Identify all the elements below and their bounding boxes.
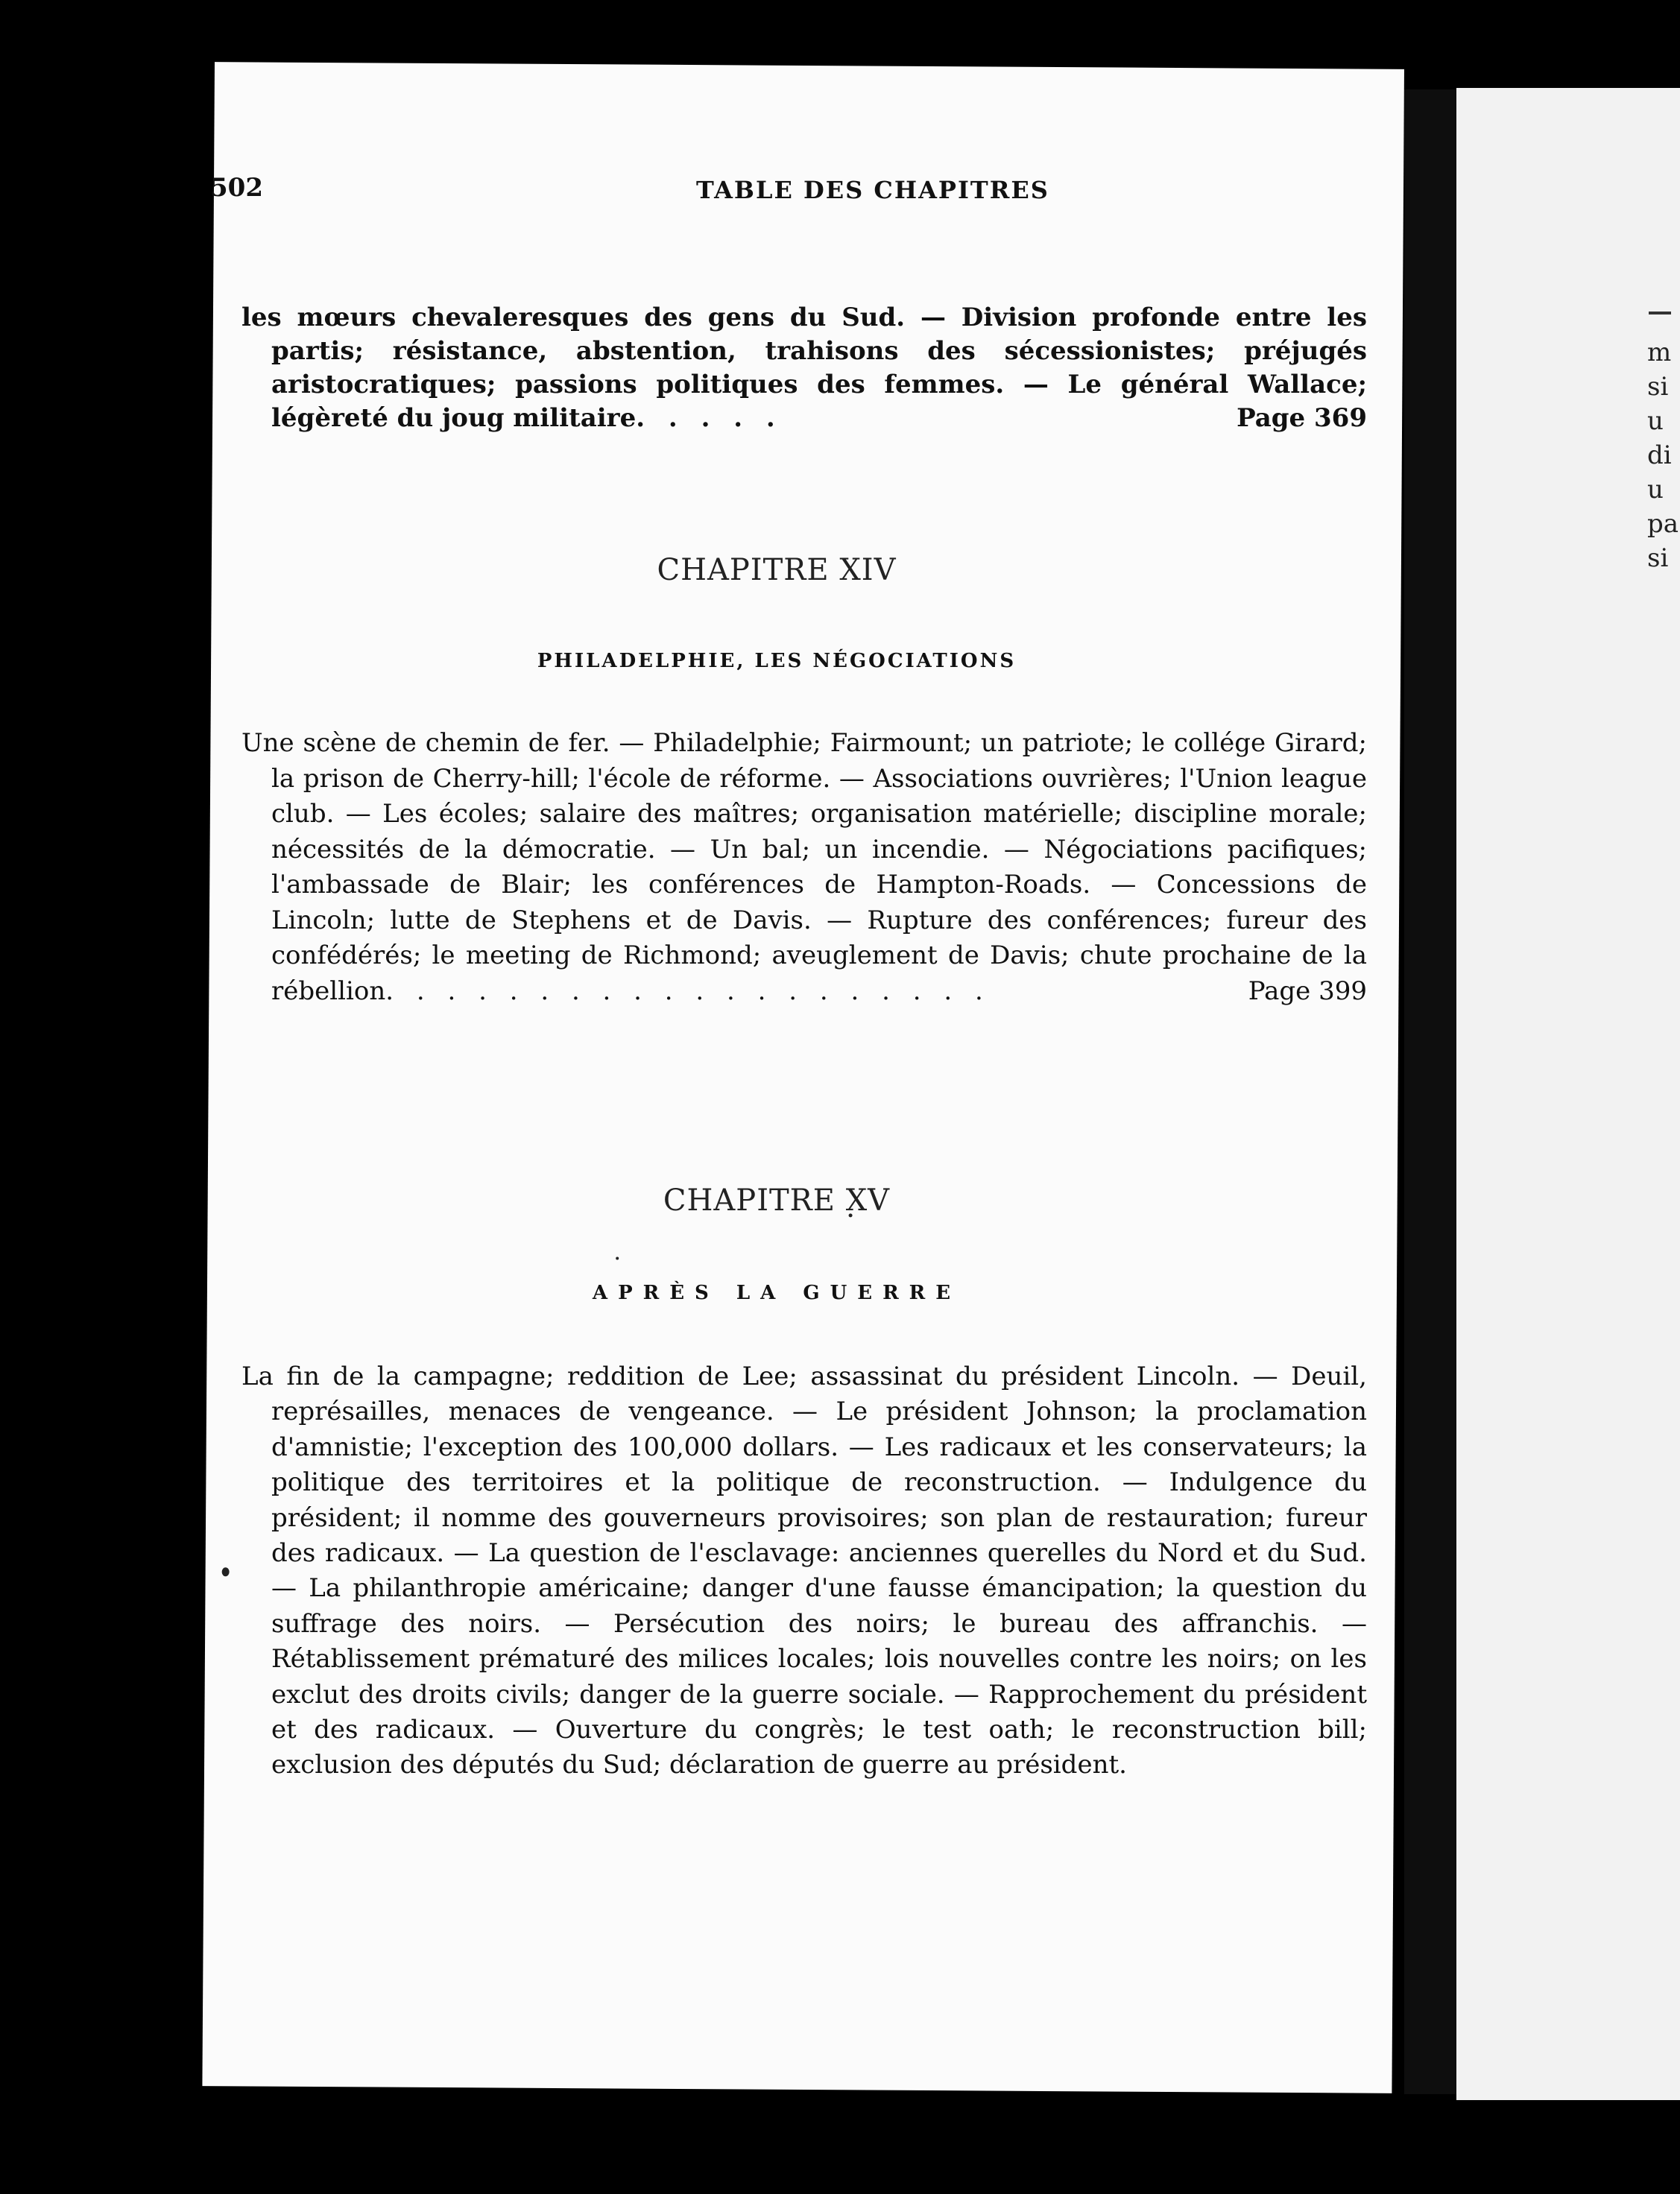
facing-page-fragment: pa <box>1647 509 1679 539</box>
page-header <box>210 173 1343 203</box>
facing-page <box>1456 88 1680 2100</box>
chapter-title: APRÈS LA GUERRE <box>592 1282 961 1304</box>
facing-page-dash <box>1649 312 1671 314</box>
chapter-summary-text: La fin de la campagne; reddition de Lee; assassinat du président Lincoln. — Deuil, représailles, menaces de vengeance. — Le président Johnson; la proclamation d'amnistie; l'exception des 100,000 dollars. — Les radicaux et les conservateurs; la politique des territoires et la politique de reconstruction. — Indulgence du président; il nomme des gouverneurs provisoires; son plan de restauration; fureur des radicaux. — La question de l'esclavage: anciennes querelles du Nord et du Sud. — La philanthropie américaine; danger d'une fausse émancipation; la question du suffrage des noirs. — Persécution des noirs; le bureau des affranchis. — Rétablissement prématuré des milices locales; lois nouvelles contre les noirs; on les exclut des droits civils; danger de la guerre sociale. — Rapprochement du président et des radicaux. — Ouverture du congrès; le test oath; le reconstruction bill; exclusion des députés du Sud; déclaration de guerre au président. <box>241 1362 1367 1780</box>
chapter-summary <box>241 726 1367 1009</box>
page-reference: Page 399 <box>1248 976 1367 1006</box>
chapter-summary-text: Une scène de chemin de fer. — Philadelphie; Fairmount; un patriote; le collége Girard; la prison de Cherry-hill; l'école de réforme. — Associations ouvrières; l'Union league club. — Les écoles; salaire des maîtres; organisation matérielle; discipline morale; nécessités de la démocratie. — Un bal; un incendie. — Négociations pacifiques; l'ambassade de Blair; les conférences de Hampton-Roads. — Concessions de Lincoln; lutte de Stephens et de Davis. — Rupture des conférences; fureur des confédérés; le meeting de Richmond; aveuglement de Davis; chute prochaine de la rébellion <box>241 728 1367 1006</box>
facing-page-fragment: si <box>1647 372 1669 402</box>
facing-page-fragment: u <box>1647 475 1664 505</box>
leader-dots: . . . . . . . . . . . . . . . . . . . . <box>385 976 991 1006</box>
page-reference: Page 369 <box>1237 403 1367 433</box>
running-title: TABLE DES CHAPITRES <box>696 176 1049 204</box>
chapter-title: PHILADELPHIE, LES NÉGOCIATIONS <box>537 650 1017 672</box>
prev-chapter-text: les mœurs chevaleresques des gens du Sud. — Division profonde entre les partis; résistance, abstention, trahisons des sécessionistes; préjugés aristocratiques; passions politiques des femmes. — Le général Wallace; légèreté du joug militaire <box>241 303 1367 433</box>
chapter-heading: CHAPITRE XV <box>663 1183 891 1218</box>
facing-page-fragment: m <box>1647 338 1672 367</box>
facing-page-fragment: u <box>1647 406 1664 436</box>
facing-page-fragment: si <box>1647 543 1669 573</box>
prev-chapter-summary <box>241 301 1367 435</box>
leader-dots: . . . . . <box>636 403 783 433</box>
facing-page-fragment: di <box>1647 440 1672 470</box>
page-number: 502 <box>210 173 263 203</box>
chapter-summary <box>241 1359 1367 1783</box>
ink-speck <box>222 1567 230 1576</box>
ink-speck <box>616 1256 619 1259</box>
chapter-heading: CHAPITRE XIV <box>657 553 897 587</box>
book-gutter <box>1404 89 1456 2094</box>
